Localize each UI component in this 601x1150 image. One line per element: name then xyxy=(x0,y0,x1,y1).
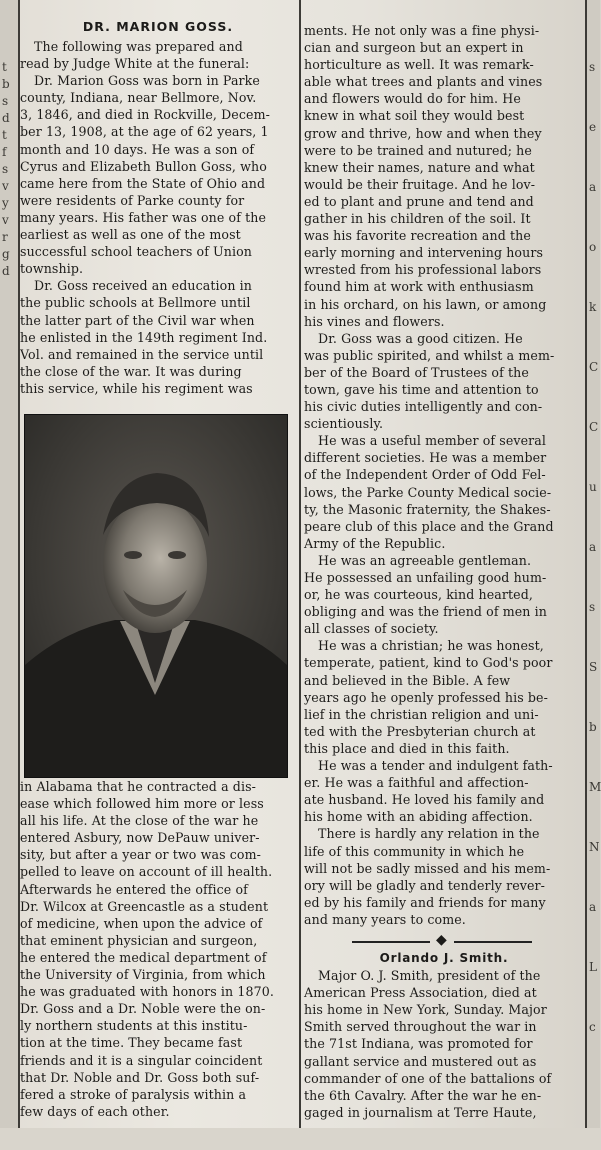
edge-letter: d xyxy=(2,264,10,278)
text-line: this place and died in this faith. xyxy=(304,740,510,756)
edge-letter: S xyxy=(589,660,598,674)
text-line: the 6th Cavalry. After the war he en- xyxy=(304,1087,542,1103)
text-line: temperate, patient, kind to God's poor xyxy=(304,655,553,671)
text-line: or, he was courteous, kind hearted, xyxy=(304,587,533,603)
text-line: er. He was a faithful and affection- xyxy=(304,775,529,791)
text-line: all his life. At the close of the war he xyxy=(20,813,259,829)
text-line: pelled to leave on account of ill health. xyxy=(20,864,273,880)
edge-letter: k xyxy=(589,300,597,314)
edge-letter: v xyxy=(2,213,9,227)
edge-letter: f xyxy=(2,145,7,159)
second-article-text xyxy=(304,967,584,1121)
edge-letter: d xyxy=(2,111,10,125)
text-line: gallant service and mustered out as xyxy=(304,1053,537,1069)
text-line: fered a stroke of paralysis within a xyxy=(20,1086,247,1102)
text-line: Dr. Goss received an education in xyxy=(34,278,252,294)
text-line: all classes of society. xyxy=(304,621,439,637)
text-line: many years. His father was one of the xyxy=(20,209,267,225)
text-line: He was an agreeable gentleman. xyxy=(318,552,532,568)
text-line: He possessed an unfailing good hum- xyxy=(304,570,547,585)
text-line: entered Asbury, now DePauw univer- xyxy=(20,830,260,846)
text-line: in Alabama that he contracted a dis- xyxy=(20,779,256,794)
text-line: knew their names, nature and what xyxy=(304,159,535,175)
text-line: and flowers would do for him. He xyxy=(304,91,521,107)
article-divider xyxy=(352,932,532,948)
second-article-headline: Orlando J. Smith. xyxy=(379,951,509,965)
text-line: 3, 1846, and died in Rockville, Decem- xyxy=(20,107,270,123)
text-line: were to be trained and nutured; he xyxy=(304,142,532,158)
text-line: ty, the Masonic fraternity, the Shakes- xyxy=(304,501,551,517)
text-line: ted with the Presbyterian church at xyxy=(304,723,536,739)
edge-letter: y xyxy=(2,196,9,210)
edge-letter: s xyxy=(2,94,9,108)
text-line: There is hardly any relation in the xyxy=(318,826,540,842)
text-block-continued xyxy=(304,22,584,928)
headline: DR. MARION GOSS. xyxy=(82,19,234,34)
text-line: gather in his children of the soil. It xyxy=(304,211,531,227)
text-line: Smith served throughout the war in xyxy=(304,1019,537,1035)
edge-letter: u xyxy=(589,480,597,494)
text-line: lows, the Parke County Medical socie- xyxy=(304,484,552,500)
edge-letter: o xyxy=(589,240,597,254)
text-line: the University of Virginia, from which xyxy=(20,967,266,983)
text-line: he was graduated with honors in 1870. xyxy=(20,984,274,1000)
edge-letter: a xyxy=(589,900,597,914)
text-line: Dr. Goss was a good citizen. He xyxy=(318,330,523,346)
text-line: knew in what soil they would best xyxy=(304,108,525,124)
second-article xyxy=(304,950,584,1128)
text-line: horticulture as well. It was remark- xyxy=(304,57,534,73)
text-line: of medicine, when upon the advice of xyxy=(20,915,263,931)
text-line: read by Judge White at the funeral: xyxy=(20,56,250,72)
text-line: ory will be gladly and tenderly rever- xyxy=(304,877,546,893)
portrait-image xyxy=(25,415,287,777)
text-line: the 71st Indiana, was promoted for xyxy=(304,1036,533,1052)
text-line: Dr. Goss and a Dr. Noble were the on- xyxy=(20,1001,266,1017)
text-line: gaged in journalism at Terre Haute, xyxy=(304,1104,537,1120)
text-line: Major O. J. Smith, president of the xyxy=(318,968,541,984)
edge-letter: s xyxy=(589,600,596,614)
text-line: grow and thrive, how and when they xyxy=(304,125,542,141)
text-line: ed to plant and prune and tend and xyxy=(304,193,534,209)
text-line: obliging and was the friend of men in xyxy=(304,604,547,620)
text-line: would be their fruitage. And he lov- xyxy=(304,176,536,192)
text-line: and believed in the Bible. A few xyxy=(304,672,511,688)
text-line: earliest as well as one of the most xyxy=(20,227,241,243)
text-line: was public spirited, and whilst a mem- xyxy=(304,347,555,363)
text-line: ed by his family and friends for many xyxy=(304,894,546,910)
text-line: sity, but after a year or two was com- xyxy=(20,847,261,863)
edge-letter: g xyxy=(2,247,10,261)
column-rule xyxy=(299,0,301,1128)
edge-letter: t xyxy=(2,128,7,142)
text-line: successful school teachers of Union xyxy=(20,244,253,260)
text-line: tion at the time. They became fast xyxy=(20,1035,243,1051)
text-line: came here from the State of Ohio and xyxy=(20,175,266,191)
edge-letter: L xyxy=(589,960,597,974)
text-line: lief in the christian religion and uni- xyxy=(304,706,539,722)
text-line: that eminent physician and surgeon, xyxy=(20,932,258,948)
text-line: Army of the Republic. xyxy=(304,535,446,551)
text-line: his civic duties intelligently and con- xyxy=(304,399,543,415)
text-line: the public schools at Bellmore until xyxy=(20,295,251,311)
text-line: of the Independent Order of Odd Fel- xyxy=(304,467,546,483)
text-line: commander of one of the battalions of xyxy=(304,1070,552,1086)
text-line: peare club of this place and the Grand xyxy=(304,518,554,534)
text-line: life of this community in which he xyxy=(304,843,525,859)
column-rule xyxy=(585,0,587,1128)
edge-letter: r xyxy=(2,230,8,244)
text-line: American Press Association, died at xyxy=(304,985,537,1001)
text-line: ments. He not only was a fine physi- xyxy=(304,23,540,38)
text-line: his vines and flowers. xyxy=(304,313,445,329)
text-line: He was a christian; he was honest, xyxy=(318,638,544,654)
text-line: Vol. and remained in the service until xyxy=(20,346,264,362)
text-line: month and 10 days. He was a son of xyxy=(20,141,255,157)
divider-ornament: ◆ xyxy=(436,932,447,948)
edge-letter: s xyxy=(589,60,596,74)
text-line: ber 13, 1908, at the age of 62 years, 1 xyxy=(20,124,269,140)
text-line: ly northern students at this institu- xyxy=(20,1018,248,1034)
text-line: wrested from his professional labors xyxy=(304,262,542,278)
edge-letter: a xyxy=(589,540,597,554)
text-line: Cyrus and Elizabeth Bullon Goss, who xyxy=(20,158,267,174)
edge-letter: C xyxy=(589,420,599,434)
portrait-photo xyxy=(24,414,288,778)
text-line: He was a useful member of several xyxy=(318,433,546,449)
text-line: his home in New York, Sunday. Major xyxy=(304,1002,547,1018)
text-line: Afterwards he entered the office of xyxy=(20,881,248,897)
text-line: scientiously. xyxy=(304,416,384,432)
text-line: was his favorite recreation and the xyxy=(304,228,531,244)
text-line: the latter part of the Civil war when xyxy=(20,312,255,328)
text-line: his home with an abiding affection. xyxy=(304,809,533,825)
text-line: years ago he openly professed his be- xyxy=(304,689,548,705)
edge-letter: N xyxy=(589,840,600,854)
left-column-edge xyxy=(0,0,18,1128)
text-line: county, Indiana, near Bellmore, Nov. xyxy=(20,90,257,106)
text-line: the close of the war. It was during xyxy=(20,363,242,379)
edge-letter: c xyxy=(589,1020,596,1034)
text-line: Dr. Wilcox at Greencastle as a student xyxy=(20,898,269,914)
text-line: town, gave his time and attention to xyxy=(304,381,539,397)
edge-letter: a xyxy=(589,180,597,194)
text-line: few days of each other. xyxy=(20,1103,170,1119)
edge-letter: s xyxy=(2,162,9,176)
text-block-bottom xyxy=(20,778,296,1120)
text-line: and many years to come. xyxy=(304,911,466,927)
text-line: he entered the medical department of xyxy=(20,949,267,965)
edge-letter: C xyxy=(589,360,599,374)
edge-letter: t xyxy=(2,60,7,74)
edge-letter: b xyxy=(2,77,10,91)
text-line: that Dr. Noble and Dr. Goss both suf- xyxy=(20,1069,260,1085)
text-line: in his orchard, on his lawn, or among xyxy=(304,296,547,312)
edge-letter: v xyxy=(2,179,9,193)
edge-letter: M xyxy=(589,780,601,794)
text-line: friends and it is a singular coincident xyxy=(20,1052,263,1068)
text-line: this service, while his regiment was xyxy=(20,380,253,396)
divider-line-right xyxy=(454,941,532,943)
text-line: He was a tender and indulgent fath- xyxy=(318,758,553,774)
text-line: The following was prepared and xyxy=(34,39,243,54)
text-line: Dr. Marion Goss was born in Parke xyxy=(34,73,260,89)
text-block-top xyxy=(20,38,296,397)
text-line: will not be sadly missed and his mem- xyxy=(304,860,551,876)
edge-letter: b xyxy=(589,720,597,734)
text-line: ate husband. He loved his family and xyxy=(304,792,545,808)
text-line: he enlisted in the 149th regiment Ind. xyxy=(20,329,268,345)
text-line: able what trees and plants and vines xyxy=(304,74,543,90)
text-line: ber of the Board of Trustees of the xyxy=(304,364,529,380)
text-line: ease which followed him more or less xyxy=(20,796,264,812)
divider-line-left xyxy=(352,941,430,943)
text-line: different societies. He was a member xyxy=(304,450,547,466)
text-line: found him at work with enthusiasm xyxy=(304,279,534,295)
edge-letter: e xyxy=(589,120,597,134)
right-column-edge xyxy=(586,0,600,1128)
text-line: early morning and intervening hours xyxy=(304,245,544,261)
text-line: were residents of Parke county for xyxy=(20,192,245,208)
text-line: cian and surgeon but an expert in xyxy=(304,40,524,56)
text-line: township. xyxy=(20,261,84,277)
